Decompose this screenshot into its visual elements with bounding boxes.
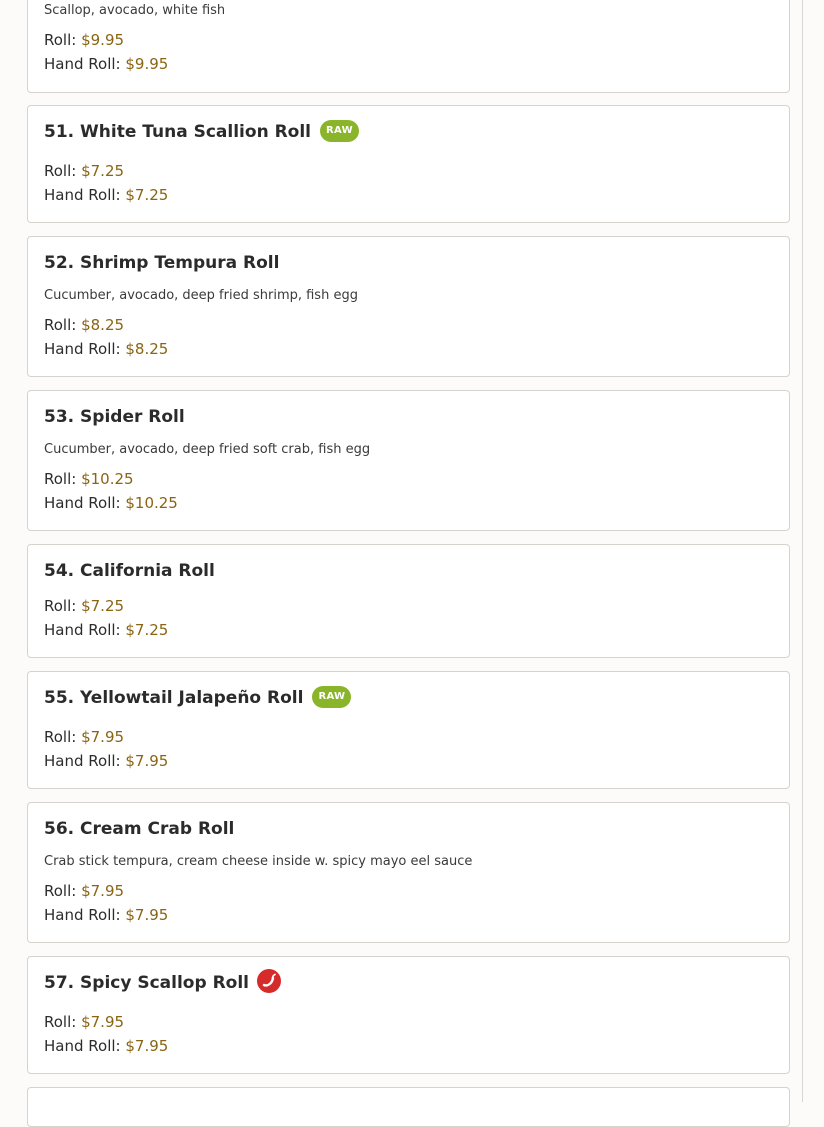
menu-item-53[interactable] xyxy=(27,390,790,531)
item-title: 57. Spicy Scallop Roll xyxy=(44,973,249,993)
roll-price-value: $10.25 xyxy=(81,470,134,488)
roll-price-row xyxy=(44,596,124,616)
hand-roll-price-row xyxy=(44,751,168,771)
item-title-row xyxy=(44,687,351,709)
raw-badge: RAW xyxy=(320,120,359,142)
raw-badge: RAW xyxy=(312,686,351,708)
roll-price-value: $7.95 xyxy=(81,882,125,900)
roll-price-label: Roll: xyxy=(44,728,82,746)
hand-roll-price-value: $10.25 xyxy=(125,494,178,512)
roll-price-row xyxy=(44,881,124,901)
roll-price-row xyxy=(44,1012,124,1032)
hand-roll-price-label: Hand Roll: xyxy=(44,906,126,924)
hand-roll-price-value: $8.25 xyxy=(125,340,169,358)
item-description: Cucumber, avocado, deep fried shrimp, fish egg xyxy=(44,288,358,303)
hand-roll-price-label: Hand Roll: xyxy=(44,340,126,358)
menu-item-57[interactable] xyxy=(27,956,790,1074)
hand-roll-price-row xyxy=(44,54,168,74)
hand-roll-price-label: Hand Roll: xyxy=(44,621,126,639)
item-title-row xyxy=(44,972,281,994)
menu-item-next[interactable] xyxy=(27,1087,790,1127)
hand-roll-price-label: Hand Roll: xyxy=(44,752,126,770)
hand-roll-price-label: Hand Roll: xyxy=(44,494,126,512)
menu-item-54[interactable] xyxy=(27,544,790,658)
hand-roll-price-row xyxy=(44,620,168,640)
hand-roll-price-value: $7.95 xyxy=(125,906,169,924)
spicy-pepper-icon xyxy=(257,969,281,993)
roll-price-value: $9.95 xyxy=(81,31,125,49)
menu-item-56[interactable] xyxy=(27,802,790,943)
roll-price-label: Roll: xyxy=(44,1013,82,1031)
hand-roll-price-label: Hand Roll: xyxy=(44,1037,126,1055)
item-title: 54. California Roll xyxy=(44,561,215,581)
roll-price-row xyxy=(44,315,124,335)
roll-price-value: $7.25 xyxy=(81,597,125,615)
hand-roll-price-value: $7.95 xyxy=(125,1037,169,1055)
item-title: 52. Shrimp Tempura Roll xyxy=(44,253,280,273)
roll-price-label: Roll: xyxy=(44,31,82,49)
item-title: 53. Spider Roll xyxy=(44,407,185,427)
roll-price-value: $8.25 xyxy=(81,316,125,334)
roll-price-row xyxy=(44,30,124,50)
roll-price-value: $7.25 xyxy=(81,162,125,180)
hand-roll-price-value: $7.25 xyxy=(125,186,169,204)
item-title: 56. Cream Crab Roll xyxy=(44,819,235,839)
item-description: Scallop, avocado, white fish xyxy=(44,3,226,18)
roll-price-label: Roll: xyxy=(44,597,82,615)
hand-roll-price-row xyxy=(44,493,178,513)
roll-price-label: Roll: xyxy=(44,316,82,334)
roll-price-value: $7.95 xyxy=(81,728,125,746)
item-description: Crab stick tempura, cream cheese inside w. spicy mayo eel sauce xyxy=(44,854,473,869)
menu-item-51[interactable] xyxy=(27,105,790,223)
roll-price-label: Roll: xyxy=(44,470,82,488)
roll-price-row xyxy=(44,469,134,489)
menu-item-50[interactable] xyxy=(27,0,790,93)
roll-price-row xyxy=(44,161,124,181)
item-title: 55. Yellowtail Jalapeño Roll xyxy=(44,688,304,708)
menu-item-52[interactable] xyxy=(27,236,790,377)
roll-price-row xyxy=(44,727,124,747)
hand-roll-price-label: Hand Roll: xyxy=(44,55,126,73)
hand-roll-price-label: Hand Roll: xyxy=(44,186,126,204)
roll-price-value: $7.95 xyxy=(81,1013,125,1031)
item-title: 51. White Tuna Scallion Roll xyxy=(44,122,312,142)
hand-roll-price-value: $9.95 xyxy=(125,55,169,73)
roll-price-label: Roll: xyxy=(44,162,82,180)
item-title-row xyxy=(44,121,359,143)
hand-roll-price-row xyxy=(44,339,168,359)
hand-roll-price-value: $7.25 xyxy=(125,621,169,639)
hand-roll-price-row xyxy=(44,905,168,925)
hand-roll-price-row xyxy=(44,1036,168,1056)
hand-roll-price-value: $7.95 xyxy=(125,752,169,770)
menu-item-55[interactable] xyxy=(27,671,790,789)
hand-roll-price-row xyxy=(44,185,168,205)
roll-price-label: Roll: xyxy=(44,882,82,900)
item-description: Cucumber, avocado, deep fried soft crab, fish egg xyxy=(44,442,371,457)
page-right-divider xyxy=(802,0,803,1102)
